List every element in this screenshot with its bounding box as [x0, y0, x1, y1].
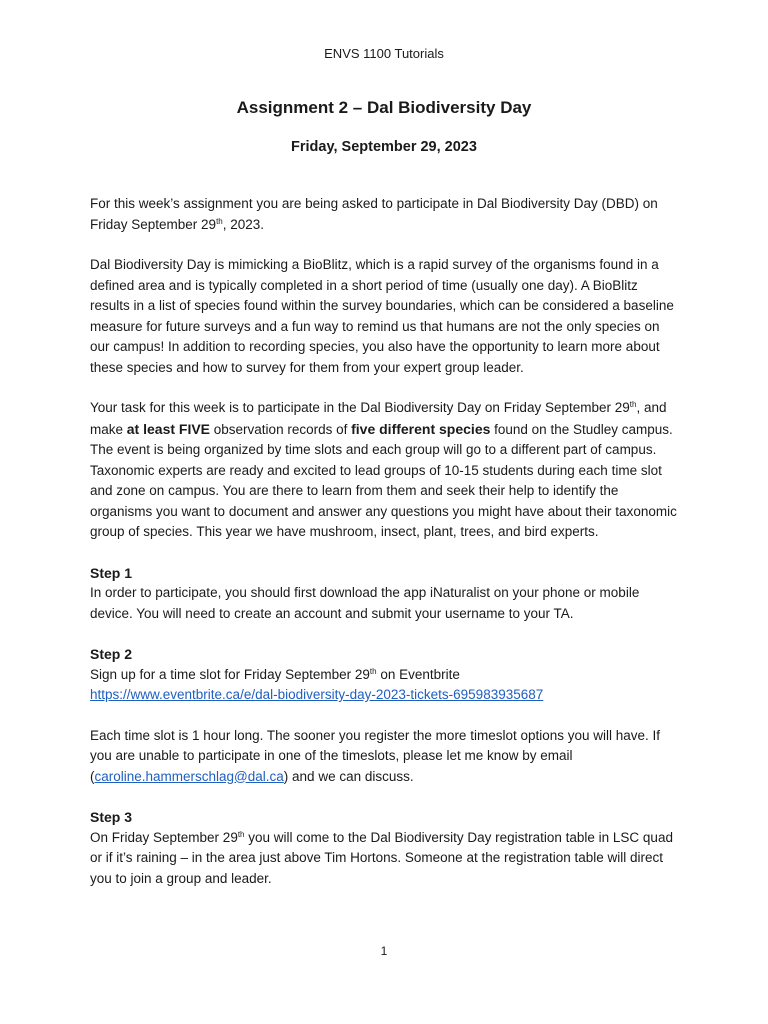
task-text: found on the Studley campus. The event is being organized by time slots and each group will go to a different part of campus. Taxonomic experts are ready and excited to lead groups of 10-15 students during each time slot and zone on campus. You are there to learn from them and seek their help to identify the organisms you want to document and answer any questions you might have about their taxonomic group of species. This year we have mushroom, insect, plant, trees, and bird experts. — [90, 421, 677, 539]
task-text: , and make — [90, 400, 667, 437]
timeslot-paragraph — [90, 726, 680, 788]
step2-text-b: on Eventbrite — [376, 666, 460, 682]
task-paragraph — [90, 398, 680, 543]
page-number: 1 — [380, 944, 388, 958]
bioblitz-paragraph: Dal Biodiversity Day is mimicking a BioBlitz, which is a rapid survey of the organisms found in a defined area and is typically completed in a short period of time (usually one day). A BioBlitz results in a list of species found within the survey boundaries, which can be considered a baseline measure for future surveys and a fun way to remind us that humans are not the only species on our campus! In addition to recording species, you also have the opportunity to learn more about these species and how to survey for them from your expert group leader. — [90, 257, 674, 375]
ordinal-suffix: th — [629, 400, 637, 409]
ordinal-suffix: th — [216, 216, 223, 226]
intro-text-end: , 2023. — [222, 216, 265, 232]
step2-heading: Step 2 — [90, 646, 133, 662]
step3-text-a: On Friday September 29 — [90, 829, 238, 845]
step1-text: In order to participate, you should first download the app iNaturalist on your phone or mobile device. You will need to create an account and submit your username to your TA. — [90, 585, 640, 621]
document-body — [90, 194, 680, 909]
step1-heading: Step 1 — [90, 564, 133, 581]
timeslot-text-end: ) and we can discuss. — [283, 768, 414, 784]
intro-paragraph — [90, 194, 680, 235]
step3-text-b: you will come to the Dal Biodiversity Day registration table in LSC quad or if it’s raining – in the area just above Tim Hortons. Someone at the registration table will direct you to join a group and leader. — [90, 829, 673, 886]
task-text: observation records of — [210, 421, 352, 437]
document-title: Assignment 2 – Dal Biodiversity Day — [236, 98, 532, 117]
step2-text — [90, 665, 680, 686]
timeslot-text: Each time slot is 1 hour long. The sooner you register the more timeslot options you will have. If you are unable to participate in one of the timeslots, please let me know by email ( — [90, 727, 661, 784]
ordinal-suffix: th — [237, 829, 245, 839]
ordinal-suffix: th — [369, 666, 377, 676]
page-header: ENVS 1100 Tutorials — [324, 46, 444, 61]
emphasis-five-species: five different species — [351, 420, 491, 437]
emphasis-at-least-five: at least FIVE — [126, 420, 211, 437]
step2-text-a: Sign up for a time slot for Friday September 29 — [90, 666, 370, 682]
document-date: Friday, September 29, 2023 — [291, 139, 477, 155]
intro-text: For this week’s assignment you are being asked to participate in Dal Biodiversity Day (DBD) on Friday September 29 — [90, 196, 658, 232]
step3-heading: Step 3 — [90, 809, 133, 825]
step3-text — [90, 828, 680, 890]
eventbrite-link[interactable]: https://www.eventbrite.ca/e/dal-biodiversity-day-2023-tickets-695983935687 — [90, 687, 544, 702]
task-text: Your task for this week is to participate in the Dal Biodiversity Day on Friday September 29 — [90, 400, 630, 415]
email-link[interactable]: caroline.hammerschlag@dal.ca — [94, 768, 284, 784]
